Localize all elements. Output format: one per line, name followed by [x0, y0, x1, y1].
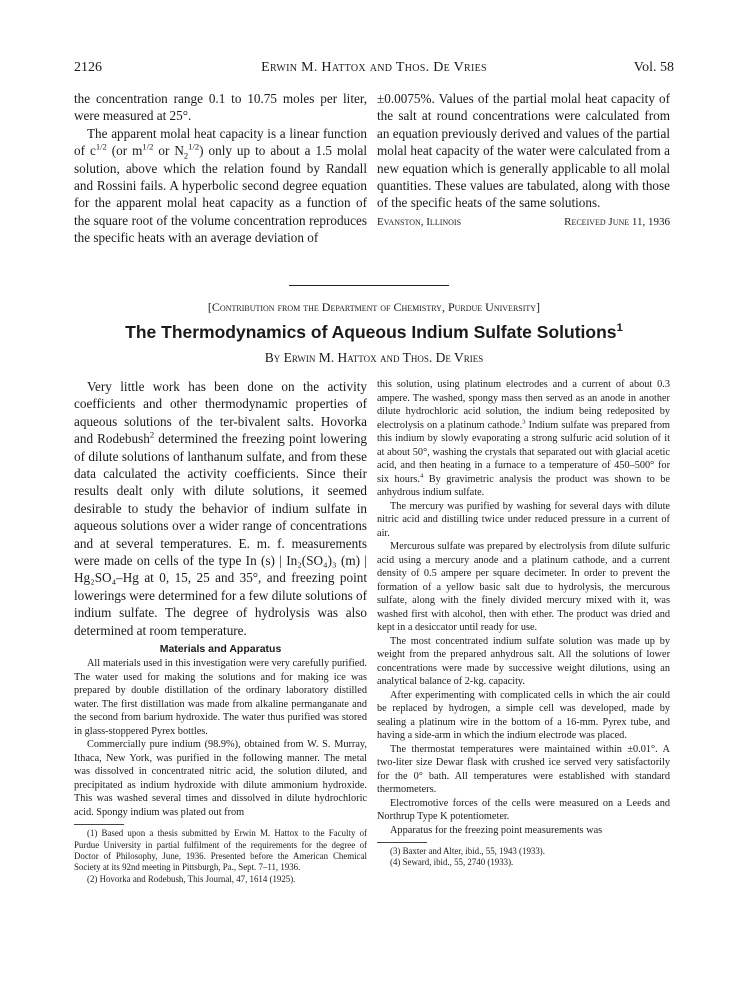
- footnote-rule: [74, 824, 124, 825]
- author-location: Evanston, Illinois: [377, 215, 462, 228]
- footnote: (4) Seward, ibid., 55, 2740 (1933).: [390, 857, 514, 868]
- article-title: The Thermodynamics of Aqueous Indium Sulfate Solutions$^1$: [125, 322, 623, 342]
- running-header: [74, 60, 674, 78]
- article-byline: By Erwin M. Hattox and Thos. De Vries: [264, 350, 484, 365]
- body-paragraph: The mercury was purified by washing for several days with dilute nitric acid and distilling twice under reduced pressure in a current of air.: [377, 500, 670, 539]
- body-paragraph: Apparatus for the freezing point measurements was: [390, 824, 603, 836]
- prev-article-paragraph: ±0.0075%. Values of the partial molal heat capacity of the salt at round concentrations were calculated from an equation previously derived and values of the partial molal heat capacity of the water were calculated from a new equation which is generally applicable to all molal quantities. These values are tabulated, along with those of the specific heats of the same solutions.: [377, 91, 670, 211]
- article-right-column: [377, 378, 670, 869]
- body-paragraph: Mercurous sulfate was prepared by electrolysis from dilute sulfuric acid using a mercury anode and a platinum cathode, and a current density of 0.5 ampere per square decimeter. In order to prevent the formation of a yellow basic salt due to hydrolysis, the mercurous sulfate, along with the finely divided mercury mixed with it, was washed first with alcohol, then with ether. The product was dried and kept in a desiccator until ready for use.: [377, 541, 670, 633]
- body-paragraph: All materials used in this investigation were very carefully purified. The water used for making the solutions and for making ice was prepared by double distillation of the ordinary laboratory distilled water. The first distillation was made from alkaline permanganate and the second from barium hydroxide. The water thus purified was stored in glass-stoppered Pyrex bottles.: [74, 658, 367, 737]
- section-divider: [289, 285, 449, 286]
- contribution-line: [Contribution from the Department of Chemistry, Purdue University]: [207, 300, 541, 314]
- intro-paragraph: Very little work has been done on the activity coefficients and other thermodynamic properties of aqueous solutions of the ter-bivalent salts. Hovorka and Rodebush$^2$ determined the freezing point lowering of dilute solutions of lanthanum sulfate, and from these data calculated the activity coefficients. Since their results dealt only with dilute solutions, it seemed desirable to study the behavior of indium sulfate in aqueous solutions over a wider range of concentrations and at several temperatures. E. m. f. measurements were made on cells of the type In (s) | In₂(SO₄)₃ (m) | Hg₂SO₄–Hg at 0, 15, 25 and 35°, and freezing point lowerings were determined for a few dilute solutions of indium sulfate. The degree of hydrolysis was also determined at room temperature.: [74, 379, 367, 638]
- prev-article-paragraph: The apparent molal heat capacity is a linear function of $c^{1/2}$ (or $m^{1/2}$ or $N_2^{1/2}$) only up to about a 1.5 molal solution, above which the relation found by Randall and Rossini fails. A hyperbolic second degree equation for the apparent molal heat capacity as a function of the square root of the volume concentration reproduces the specific heats with an average deviation of: [74, 125, 367, 246]
- volume-label: Vol. 58: [633, 60, 674, 75]
- prev-article-left-column: [74, 90, 367, 247]
- article-left-column: [74, 378, 367, 885]
- footnote: (2) Hovorka and Rodebush, This Journal, 47, 1614 (1925).: [87, 873, 296, 884]
- section-heading: Materials and Apparatus: [159, 643, 282, 656]
- footnote: (3) Baxter and Alter, ibid., 55, 1943 (1933).: [390, 846, 545, 856]
- body-paragraph: Commercially pure indium (98.9%), obtained from W. S. Murray, Ithaca, New York, was purified in the following manner. The metal was dissolved in concentrated nitric acid, the solution diluted, and precipitated as indium hydroxide with dilute ammonium hydroxide. This was washed several times and dissolved in dilute hydrochloric acid. Spongy indium was plated out from: [74, 739, 367, 818]
- running-title: Erwin M. Hattox and Thos. De Vries: [261, 60, 487, 75]
- body-paragraph: The most concentrated indium sulfate solution was made up by weight from the prepared anhydrous salt. All the solutions of lower concentrations were made by successive weight dilutions, using an analytical balance of 2-kg. capacity.: [377, 635, 670, 687]
- body-paragraph: After experimenting with complicated cells in which the air could be replaced by hydrogen, a simple cell was developed, made by sealing a platinum wire in the bottom of a 16-mm. Pyrex tube, and having a side-arm in which the indium electrode was placed.: [377, 689, 670, 741]
- body-paragraph: The thermostat temperatures were maintained within ±0.01°. A two-liter size Dewar flask with crushed ice served very satisfactorily for the 0° bath. All temperatures were established with standard thermometers.: [377, 743, 670, 795]
- prev-article-paragraph: the concentration range 0.1 to 10.75 moles per liter, were measured at 25°.: [74, 91, 367, 124]
- footnote: (1) Based upon a thesis submitted by Erwin M. Hattox to the Faculty of Purdue University in partial fulfilment of the requirements for the degree of Doctor of Philosophy, June, 1936. Presented before the American Chemical Society at its 92nd meeting in Pittsburgh, Pa., Sept. 7–11, 1936.: [74, 828, 367, 873]
- received-date: Received June 11, 1936: [564, 215, 670, 228]
- page-number: 2126: [74, 60, 102, 75]
- body-paragraph: this solution, using platinum electrodes and a current of about 0.3 ampere. The washed, spongy mass then served as an anode in another dilute hydrochloric acid solution, the indium being redeposited by electrolysis on a platinum cathode.$^3$ Indium sulfate was prepared from this indium by slowly evaporating a strong sulfuric acid solution of it at about 50°, washing the crystals that separated out with glacial acetic acid, and then heating in a furnace to a temperature of 450–500° for six hours.$^4$ By gravimetric analysis the product was shown to be anhydrous indium sulfate.: [377, 379, 671, 498]
- footnote-rule: [377, 842, 427, 843]
- prev-article-right-column: [377, 90, 670, 231]
- body-paragraph: Electromotive forces of the cells were measured on a Leeds and Northrup Type K potentiometer.: [377, 797, 670, 822]
- author-address-line: [377, 214, 670, 231]
